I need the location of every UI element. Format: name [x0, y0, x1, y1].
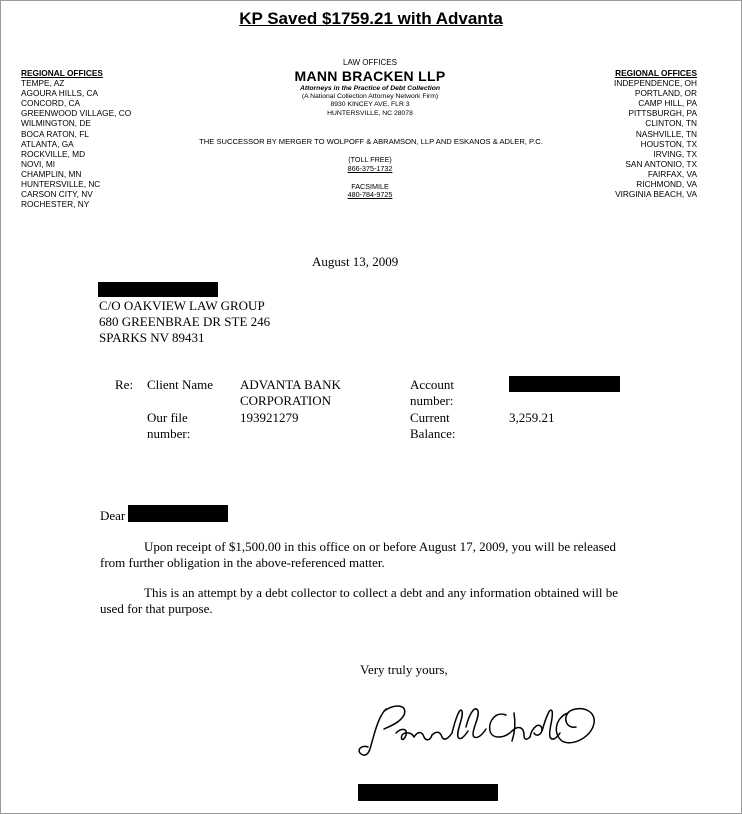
file-label-line: number:	[147, 426, 191, 441]
contact-numbers	[270, 156, 470, 200]
regional-offices-left-heading: REGIONAL OFFICES	[21, 68, 103, 78]
toll-free-label: (TOLL FREE)	[348, 155, 392, 164]
client-name-line: ADVANTA BANK	[240, 377, 341, 392]
left-office-item: ROCHESTER, NY	[21, 199, 90, 210]
right-office-item: FAIRFAX, VA	[647, 168, 697, 179]
balance-label-line: Balance:	[410, 426, 456, 441]
body-paragraph-2: This is an attempt by a debt collector to collect a debt and any information obtained will be used for that purpose.	[100, 585, 618, 616]
headline: KP Saved $1759.21 with Advanta	[239, 9, 503, 28]
redacted-recipient-name	[98, 282, 218, 297]
right-office-item: PORTLAND, OR	[634, 88, 697, 99]
handwritten-signature	[356, 697, 606, 767]
left-office-item: CHAMPLIN, MN	[21, 168, 82, 179]
left-office-item: AGOURA HILLS, CA	[21, 88, 99, 99]
file-number-label	[147, 410, 190, 442]
regional-offices-right-heading: REGIONAL OFFICES	[615, 68, 697, 78]
right-office-item: SAN ANTONIO, TX	[625, 158, 697, 169]
letter-date: August 13, 2009	[312, 254, 399, 269]
right-office-item: HOUSTON, TX	[640, 138, 697, 149]
left-office-item: ROCKVILLE, MD	[21, 148, 86, 159]
left-office-item: NOVI, MI	[21, 158, 56, 169]
left-office-item: CONCORD, CA	[21, 98, 81, 109]
right-office-item: PITTSBURGH, PA	[628, 108, 697, 119]
re-label: Re:	[115, 377, 134, 392]
firm-tagline: Attorneys in the Practice of Debt Collection	[299, 85, 441, 92]
facsimile-label: FACSIMILE	[351, 181, 389, 191]
salutation: Dear	[100, 508, 126, 523]
file-label-line: Our file	[147, 410, 188, 425]
right-office-item: CAMP HILL, PA	[638, 98, 697, 109]
account-label-line: number:	[410, 393, 454, 408]
left-office-item: ATLANTA, GA	[21, 138, 74, 149]
balance-value: 3,259.21	[509, 410, 555, 425]
address-line: 680 GREENBRAE DR STE 246	[99, 314, 271, 329]
closing: Very truly yours,	[360, 662, 448, 677]
right-office-item: NASHVILLE, TN	[635, 128, 697, 139]
right-office-item: INDEPENDENCE, OH	[614, 78, 697, 89]
client-name-label: Client Name	[147, 377, 214, 392]
law-offices-label: LAW OFFICES	[343, 58, 397, 67]
firm-network: (A National Collection Attorney Network Firm)	[301, 93, 439, 100]
redacted-account-number	[509, 376, 620, 392]
letterhead	[220, 58, 520, 118]
left-office-item: TEMPE, AZ	[21, 78, 65, 89]
left-office-item: WILMINGTON, DE	[21, 118, 91, 129]
balance-label-line: Current	[410, 410, 450, 425]
account-label-line: Account	[410, 377, 455, 392]
right-office-item: CLINTON, TN	[645, 118, 697, 129]
left-office-item: CARSON CITY, NV	[21, 189, 93, 200]
redacted-salutation-name	[128, 505, 228, 522]
firm-address-line2: HUNTERSVILLE, NC 28078	[327, 109, 413, 117]
file-number-value: 193921279	[240, 410, 299, 425]
client-name-line: CORPORATION	[240, 393, 332, 408]
address-line: C/O OAKVIEW LAW GROUP	[99, 298, 265, 313]
body-paragraph-1: Upon receipt of $1,500.00 in this office on or before August 17, 2009, you will be released from further obligation in the above-referenced matter.	[100, 539, 616, 570]
toll-free-number: 866-375-1732	[347, 163, 393, 173]
facsimile-number: 480-784-9725	[347, 190, 393, 200]
redacted-signer-name	[358, 784, 498, 801]
recipient-address	[99, 298, 270, 346]
successor-statement: THE SUCCESSOR BY MERGER TO WOLPOFF & ABRAMSON, LLP AND ESKANOS & ADLER, P.C.	[199, 137, 543, 146]
left-office-item: HUNTERSVILLE, NC	[21, 179, 101, 190]
firm-name: MANN BRACKEN LLP	[294, 68, 446, 84]
right-office-item: VIRGINIA BEACH, VA	[615, 189, 697, 200]
regional-offices-right	[557, 68, 697, 199]
right-office-item: IRVING, TX	[653, 148, 697, 159]
address-line: SPARKS NV 89431	[99, 330, 205, 345]
right-office-item: RICHMOND, VA	[636, 179, 697, 190]
left-office-item: GREENWOOD VILLAGE, CO	[21, 108, 132, 119]
client-name-value	[240, 377, 341, 409]
balance-label	[410, 410, 455, 442]
firm-address-line1: 8930 KINCEY AVE, FLR 3	[330, 101, 410, 109]
left-office-item: BOCA RATON, FL	[21, 128, 89, 139]
account-number-label	[410, 377, 454, 409]
